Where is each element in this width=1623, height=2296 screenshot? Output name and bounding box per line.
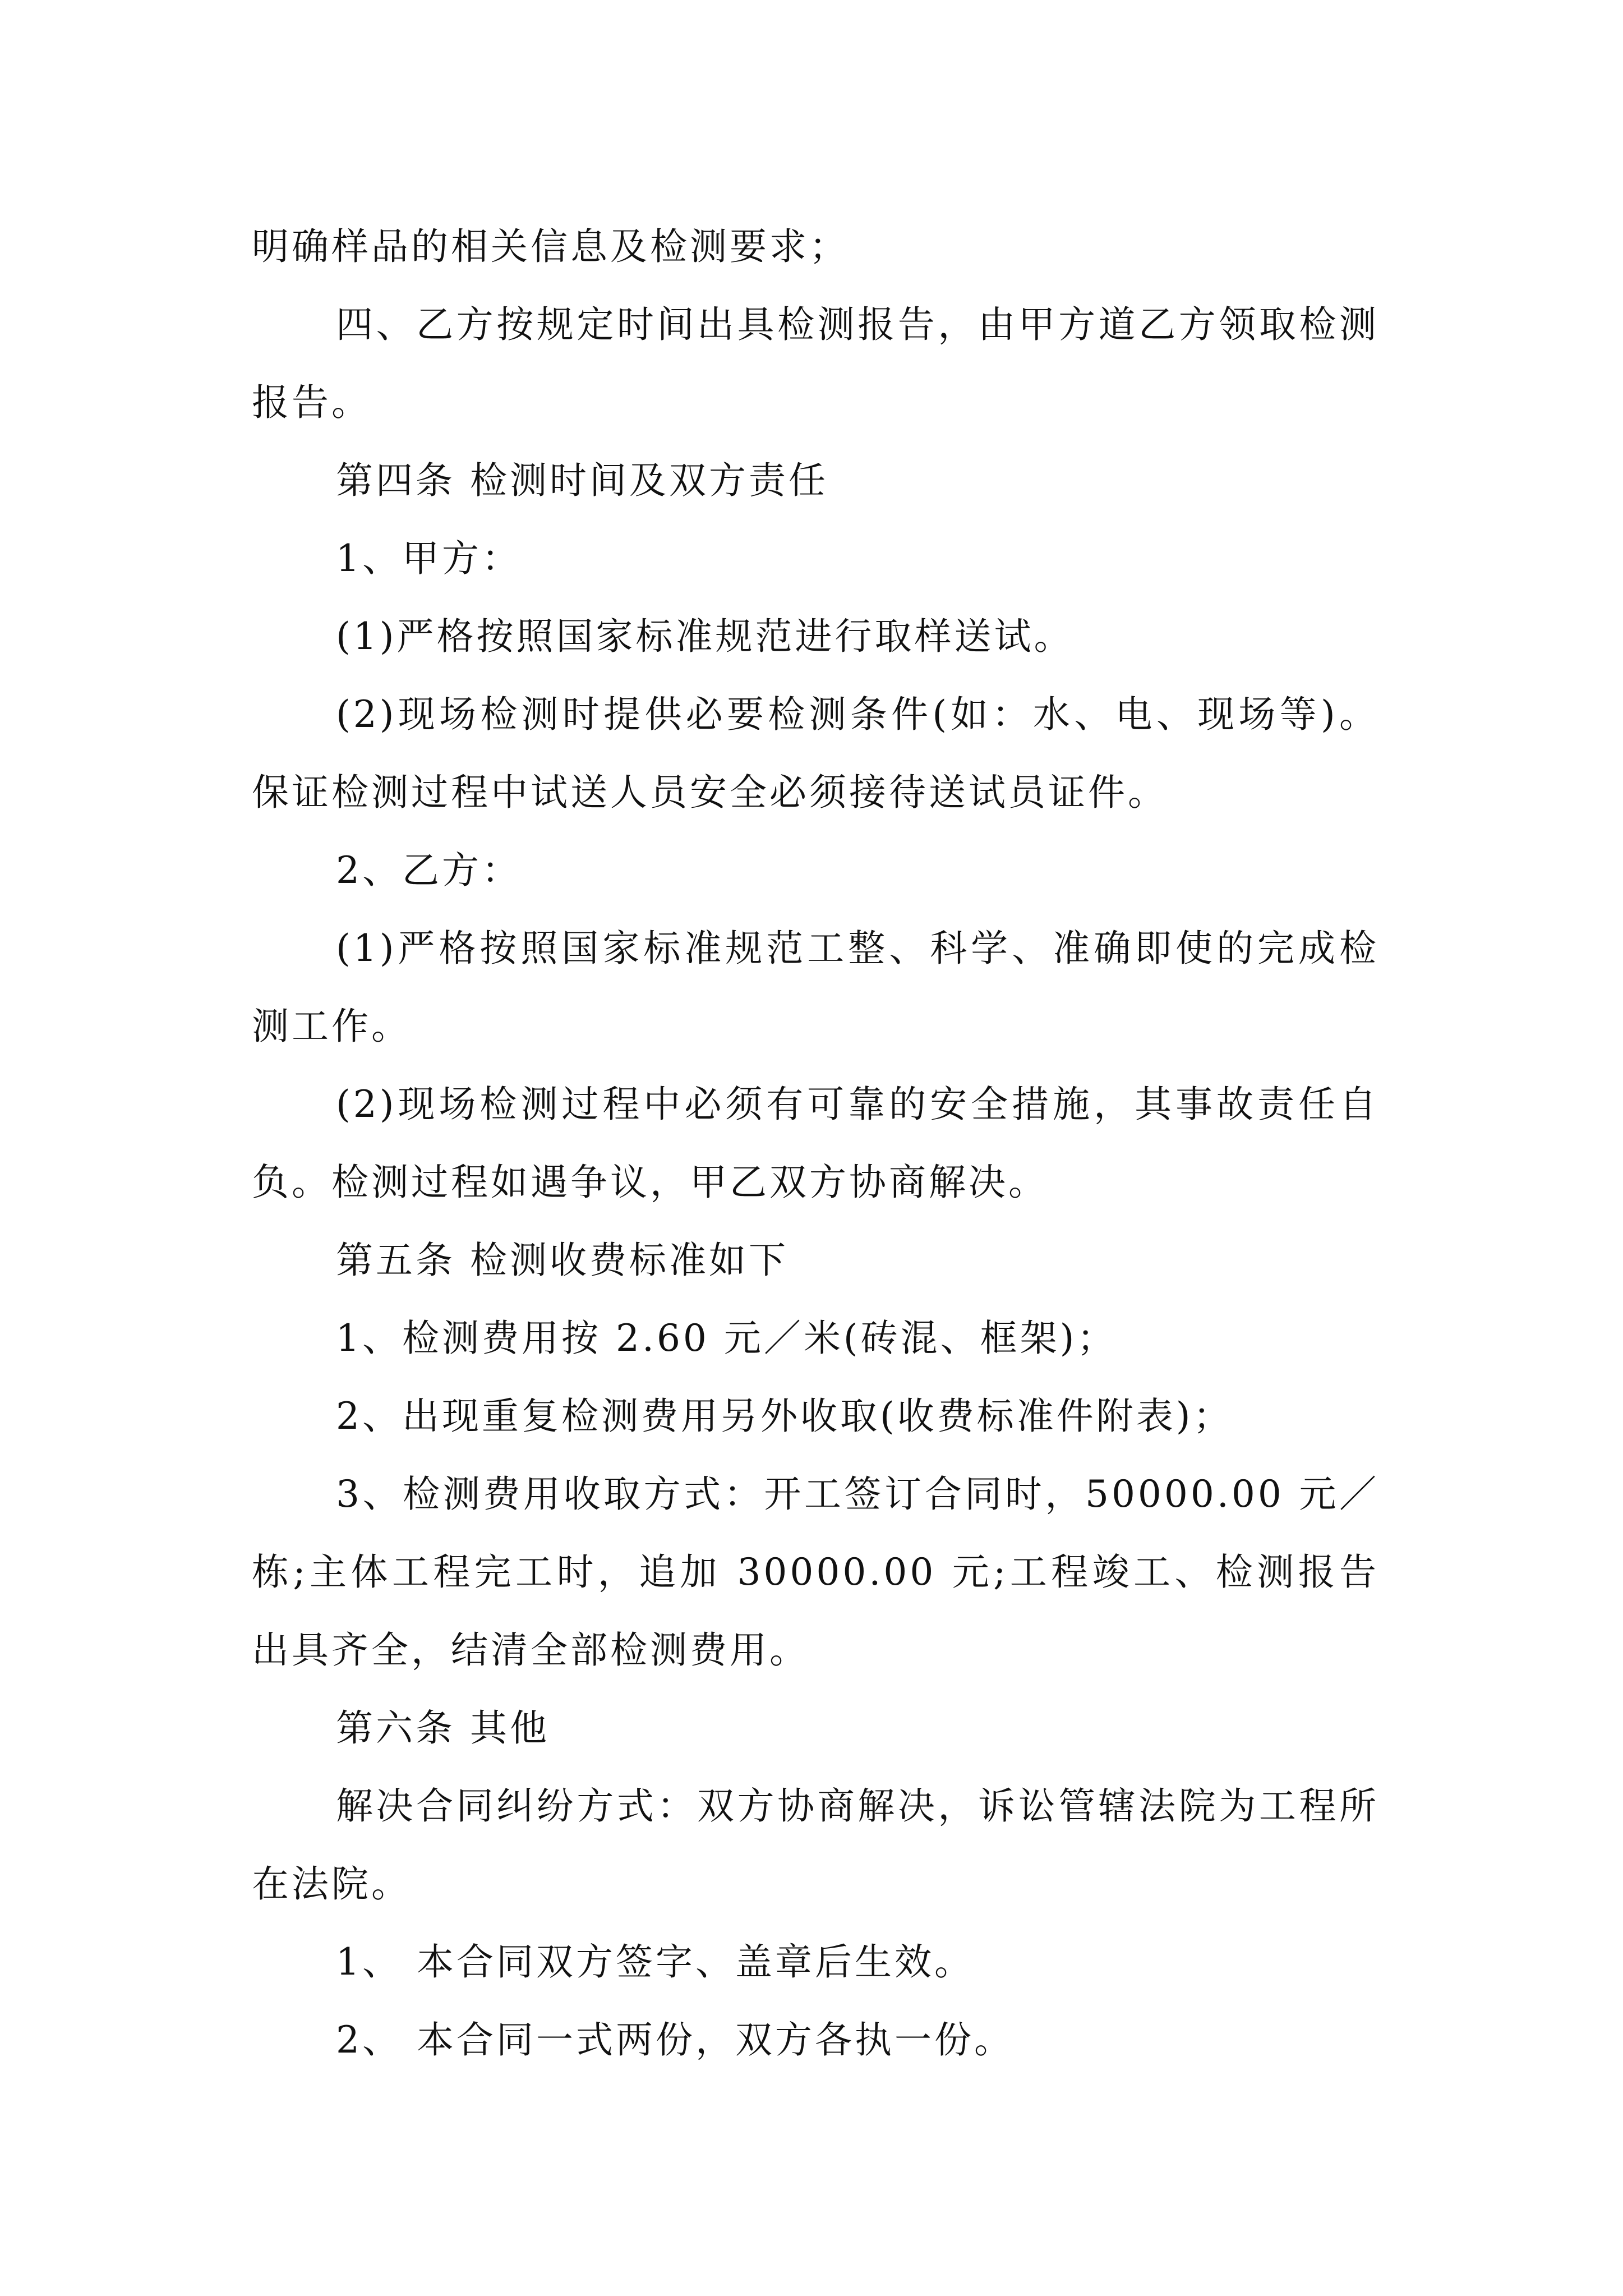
list-item: (1)严格按照国家标准规范进行取样送试。 (336, 615, 1074, 658)
list-item: 2、 本合同一式两份，双方各执一份。 (336, 2018, 1014, 2062)
list-item: 1、 本合同双方签字、盖章后生效。 (336, 1940, 974, 1984)
paragraph: 四、乙方按规定时间出具检测报告，由甲方道乙方领取检测报告。 (252, 303, 1379, 424)
paragraph: 解决合同纠纷方式：双方协商解决，诉讼管辖法院为工程所在法院。 (252, 1784, 1379, 1906)
list-item: 2、乙方： (336, 849, 522, 892)
list-item: (1)严格按照国家标准规范工整、科学、准确即使的完成检测工作。 (252, 927, 1379, 1048)
list-item: 1、甲方： (336, 537, 522, 580)
list-item: (2)现场检测时提供必要检测条件(如：水、电、现场等)。保证检测过程中试送人员安全必须接待送试员证件。 (252, 693, 1379, 814)
list-item: 1、检测费用按 2.60 元／米(砖混、框架)； (336, 1317, 1117, 1360)
section-heading: 第六条 其他 (336, 1706, 550, 1750)
list-item: 3、检测费用收取方式：开工签订合同时，50000.00 元／栋;主体工程完工时，追加 30000.00 元;工程竣工、检测报告出具齐全，结清全部检测费用。 (252, 1473, 1379, 1672)
document-body (252, 208, 1379, 2079)
list-item: 2、出现重复检测费用另外收取(收费标准件附表)； (336, 1395, 1233, 1438)
section-heading: 第五条 检测收费标准如下 (336, 1239, 789, 1282)
list-item: (2)现场检测过程中必须有可靠的安全措施，其事故责任自负。检测过程如遇争议，甲乙双方协商解决。 (252, 1083, 1379, 1204)
paragraph: 明确样品的相关信息及检测要求； (252, 225, 849, 268)
section-heading: 第四条 检测时间及双方责任 (336, 459, 828, 502)
